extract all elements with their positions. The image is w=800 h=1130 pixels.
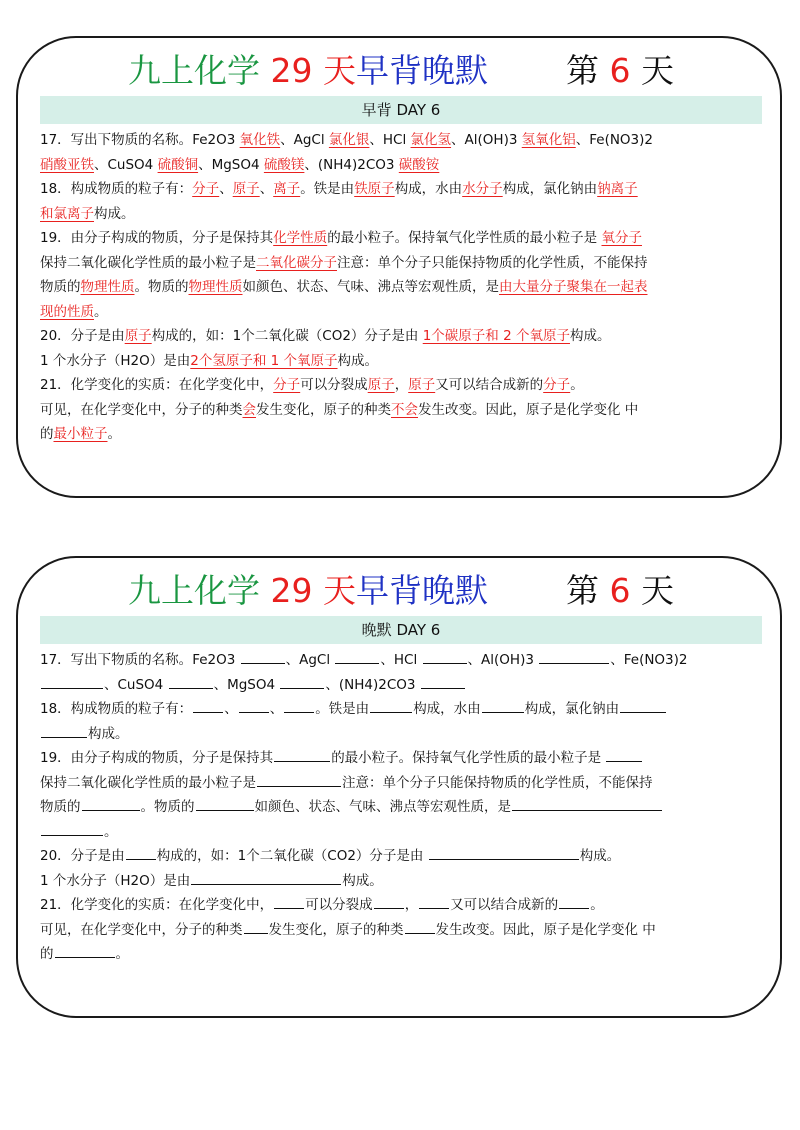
fill-blank[interactable]	[274, 894, 304, 909]
q18-line1: 18．构成物质的粒子有： 、 、 。铁是由 构成，水由 构成，氯化钠由	[40, 697, 764, 722]
title-day: 第 6 天	[566, 51, 674, 90]
evening-card	[16, 556, 782, 1018]
fill-blank[interactable]	[41, 674, 103, 689]
fill-blank[interactable]	[284, 698, 314, 713]
section-label: 早背 DAY 6	[40, 96, 762, 124]
q19-line3: 物质的 。物质的 如颜色、状态、气味、沸点等宏观性质，是	[40, 795, 764, 820]
fill-blank[interactable]	[421, 674, 465, 689]
title-main: 九上化学 29 天早背晚默	[128, 51, 488, 90]
q21-line3: 的最小粒子。	[40, 426, 121, 442]
fill-blank[interactable]	[482, 698, 524, 713]
q20-line1: 20．分子是由 构成的，如：1个二氧化碳（CO2）分子是由 构成。	[40, 844, 764, 869]
fill-blank[interactable]	[193, 698, 223, 713]
q17-line1: 17．写出下物质的名称。Fe2O3 氧化铁、AgCl 氯化银、HCl 氯化氢、Al(OH)3 氢氧化铝、Fe(NO3)2	[40, 132, 654, 148]
q19-line4: 。	[40, 820, 764, 845]
morning-card	[16, 36, 782, 498]
q20-line2: 1 个水分子（H2O）是由2个氢原子和 1 个氧原子构成。	[40, 352, 379, 369]
fill-blank[interactable]	[169, 674, 213, 689]
q18-line2: 构成。	[40, 722, 764, 747]
q21-line2: 可见，在化学变化中，分子的种类 发生变化，原子的种类 发生改变。因此，原子是化学变化 中	[40, 918, 764, 943]
q19-line1: 19．由分子构成的物质，分子是保持其化学性质的最小粒子。保持氧气化学性质的最小粒子是 氧分子	[40, 230, 642, 246]
q21-line3: 的 。	[40, 942, 764, 967]
q17-line2: 硝酸亚铁、CuSO4 硫酸铜、MgSO4 硫酸镁、(NH4)2CO3 碳酸铵	[40, 156, 440, 173]
q21-line1: 21．化学变化的实质：在化学变化中， 可以分裂成 ， 又可以结合成新的 。	[40, 893, 764, 918]
fill-blank[interactable]	[559, 894, 589, 909]
fill-blank[interactable]	[82, 796, 140, 811]
fill-blank[interactable]	[280, 674, 324, 689]
fill-blank[interactable]	[55, 943, 115, 958]
fill-blank[interactable]	[126, 845, 156, 860]
fill-blank[interactable]	[423, 649, 467, 664]
fill-blank[interactable]	[239, 698, 269, 713]
q17-line1: 17．写出下物质的名称。Fe2O3 、AgCl 、HCl 、Al(OH)3 、Fe(NO3)2	[40, 648, 764, 673]
fill-blank[interactable]	[274, 747, 330, 762]
fill-blank[interactable]	[257, 772, 341, 787]
q19-line2: 保持二氧化碳化学性质的最小粒子是 注意：单个分子只能保持物质的化学性质，不能保持	[40, 771, 764, 796]
card-content	[40, 648, 764, 967]
q20-line2: 1 个水分子（H2O）是由 构成。	[40, 869, 764, 894]
fill-blank[interactable]	[606, 747, 642, 762]
fill-blank[interactable]	[244, 919, 268, 934]
fill-blank[interactable]	[335, 649, 379, 664]
q19-line1: 19．由分子构成的物质，分子是保持其 的最小粒子。保持氧气化学性质的最小粒子是	[40, 746, 764, 771]
fill-blank[interactable]	[374, 894, 404, 909]
fill-blank[interactable]	[429, 845, 579, 860]
q17-line2: 、CuSO4 、MgSO4 、(NH4)2CO3	[40, 673, 764, 698]
fill-blank[interactable]	[241, 649, 285, 664]
q20-line1: 20．分子是由原子构成的，如：1个二氧化碳（CO2）分子是由 1个碳原子和 2 个氧原子构成。	[40, 328, 611, 344]
fill-blank[interactable]	[191, 870, 341, 885]
title-main: 九上化学 29 天早背晚默	[128, 571, 488, 610]
q18-line2: 和氯离子构成。	[40, 205, 135, 222]
q19-line3: 物质的物理性质。物质的物理性质如颜色、状态、气味、沸点等宏观性质，是由大量分子聚集在一起表	[40, 279, 648, 295]
q19-line2: 保持二氧化碳化学性质的最小粒子是二氧化碳分子注意：单个分子只能保持物质的化学性质，不能保持	[40, 254, 648, 271]
q18-line1: 18．构成物质的粒子有：分子、原子、离子。铁是由铁原子构成，水由水分子构成，氯化钠由钠离子	[40, 181, 638, 197]
fill-blank[interactable]	[405, 919, 435, 934]
fill-blank[interactable]	[539, 649, 609, 664]
fill-blank[interactable]	[620, 698, 666, 713]
fill-blank[interactable]	[41, 821, 103, 836]
card-title	[18, 46, 780, 96]
card-title	[18, 566, 780, 616]
fill-blank[interactable]	[419, 894, 449, 909]
title-day: 第 6 天	[566, 571, 674, 610]
fill-blank[interactable]	[196, 796, 254, 811]
fill-blank[interactable]	[370, 698, 412, 713]
q21-line1: 21．化学变化的实质：在化学变化中，分子可以分裂成原子，原子又可以结合成新的分子。	[40, 377, 584, 393]
fill-blank[interactable]	[512, 796, 662, 811]
q19-line4: 现的性质。	[40, 303, 108, 320]
card-content	[40, 128, 764, 447]
q21-line2: 可见，在化学变化中，分子的种类会发生变化，原子的种类不会发生改变。因此，原子是化学变化 中	[40, 401, 639, 418]
fill-blank[interactable]	[41, 723, 87, 738]
section-label: 晚默 DAY 6	[40, 616, 762, 644]
